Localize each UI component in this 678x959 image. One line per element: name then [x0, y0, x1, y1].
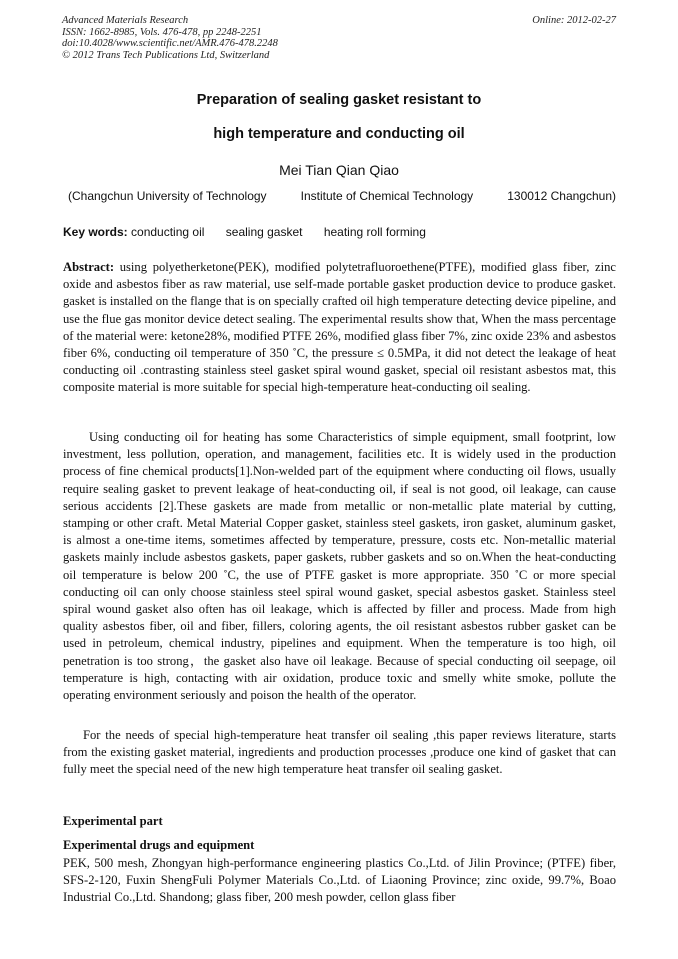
title-line-2: high temperature and conducting oil: [213, 126, 465, 142]
keyword: conducting oil: [131, 225, 205, 239]
paragraph-1-text: Using conducting oil for heating has some Characteristics of simple equipment, small footprint, low investment, less pollution, operation, and management, facilities etc. It is widely used in the production process of fine chemical products[1].Non-welded part of the equipment where conducting oil flows, usually require sealing gasket to prevent leakage of heat-conducting oil, if seal is not good, oil leakage, can cause serious accidents [2].These gaskets are made from metallic or non-metallic plate material by cutting, stamping or other craft. Metal Material Copper gasket, stainless steel gaskets, iron gasket, aluminum gasket, is almost a one-time items, sometimes affected by temperature, pressure, costs etc. Non-metallic material gaskets mainly include asbestos gaskets, paper gaskets, rubber gaskets and so on.When the heat-conducting oil temperature is below 200 ˚C, the use of PTFE gasket is more appropriate. 350 ˚C or more special conducting oil can only choose stainless steel spiral wound gasket, special asbestos gasket. Stainless steel spiral wound gasket also often has oil leakage, which is affected by filler and process. Made from high quality asbestos fiber, oil and fiber, fillers, coloring agents, the oil resistant asbestos rubber gasket can be used in petroleum, chemical industry, pipelines and equipment. When the temperature is too high, oil penetration is too strong，the gasket also have oil leakage. Because of special conducting oil seepage, oil temperature is high, contacting with air oxidation, produce toxic and smelly white smoke, pollute the operating environment seriously and poison the health of the operator.: [63, 430, 616, 703]
online-date: Online: 2012-02-27: [532, 15, 616, 26]
abstract-text: using polyetherketone(PEK), modified polytetrafluoroethene(PTFE), modified glass fiber, zinc oxide and asbestos fiber as raw material, use self-made portable gasket production device to produce gasket. gasket is installed on the flange that is on specially crafted oil high temperature detecting device pipeline, and use the flue gas monitor device detect sealing. The experimental results show that, When the mass percentage of the material were: ketone28%, modified PTFE 26%, modified glass fiber 7%, zinc oxide 23% and asbestos fiber 6%, conducting oil temperature of 350 ˚C, the pressure ≤ 0.5MPa, it did not detect the leakage of heat conducting oil .contrasting stainless steel gasket spiral wound gasket, special oil resistant asbestos mat, this composite material is more suitable for special high-temperature heat-conducting oil sealing.: [63, 260, 616, 395]
journal-header: [62, 15, 278, 61]
body-paragraph-1: [63, 429, 616, 704]
body-paragraph-2: [63, 727, 616, 779]
authors: Mei Tian Qian Qiao: [279, 162, 399, 178]
journal-name: Advanced Materials Research: [62, 15, 189, 26]
doi-line: doi:10.4028/www.scientific.net/AMR.476-478.2248: [62, 38, 278, 49]
affiliation-institute: Institute of Chemical Technology: [300, 189, 474, 203]
keyword: heating roll forming: [323, 225, 426, 239]
abstract: [63, 259, 616, 397]
subsection-heading: Experimental drugs and equipment: [63, 838, 255, 852]
affiliation-city: 130012 Changchun): [507, 189, 616, 203]
section-heading: Experimental part: [63, 814, 163, 828]
keywords: [63, 225, 444, 239]
body-paragraph-3: [63, 855, 616, 907]
affiliation-university: (Changchun University of Technology: [68, 189, 267, 203]
paragraph-3-text: PEK, 500 mesh, Zhongyan high-performance engineering plastics Co.,Ltd. of Jilin Province; (PTFE) fiber, SFS-2-120, Fuxin ShengFuli Polymer Materials Co.,Ltd. of Liaoning Province; zinc oxide, 99.7%, Boao Industrial Co.,Ltd. Shandong; glass fiber, 200 mesh powder, cellon glass fiber: [63, 856, 616, 905]
title-line-1: Preparation of sealing gasket resistant to: [196, 92, 482, 108]
paragraph-2-text: For the needs of special high-temperature heat transfer oil sealing ,this paper reviews literature, starts from the existing gasket material, ingredients and production processes ,produce one kind of gasket that can fully meet the special need of the new high temperature heat transfer oil sealing gasket.: [63, 728, 616, 777]
keyword: sealing gasket: [225, 225, 303, 239]
issn-line: ISSN: 1662-8985, Vols. 476-478, pp 2248-2251: [62, 26, 262, 38]
copyright-line: © 2012 Trans Tech Publications Ltd, Switzerland: [62, 49, 270, 61]
keywords-label: Key words:: [63, 225, 128, 239]
abstract-label: Abstract:: [63, 260, 115, 274]
affiliation: [68, 189, 616, 203]
